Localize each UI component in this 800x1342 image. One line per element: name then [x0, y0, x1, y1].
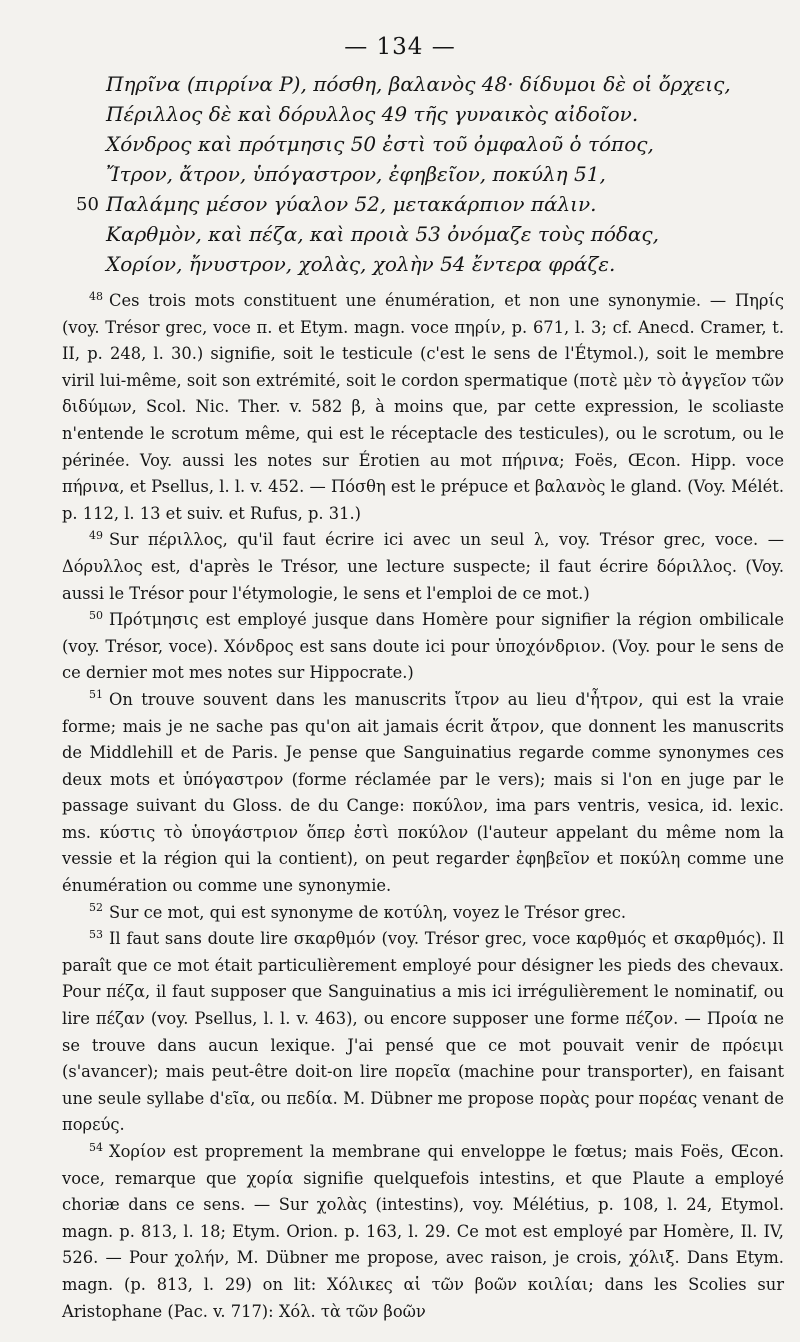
footnote: $^{50}$ Πρότμησις est employé jusque dans Homère pour signifier la région ombilicale (voy. Trésor, voce). Χόνδρος est sans doute ici pour ὑποχόνδριον. (Voy. pour le sens de ce dernier mot mes notes sur Hippocrate.) — [62, 608, 784, 683]
footnote-ref: 51 — [89, 688, 103, 702]
footnotes — [62, 288, 784, 1325]
footnote-ref: 48 — [89, 289, 103, 303]
verse-line: Πέριλλος δὲ καὶ δόρυλλος 49 τῆς γυναικὸς αἰδοῖον. — [106, 102, 639, 126]
footnote-ref: 53 — [89, 927, 103, 941]
footnote-ref: 52 — [89, 901, 103, 915]
footnote: $^{53}$ Il faut sans doute lire σκαρθμόν (voy. Trésor grec, voce καρθμός et σκαρθμός). Il paraît que ce mot était particulièrement employé pour désigner les pieds des chevaux. Pour πέζα, il faut supposer que Sanguinatius a mis ici irrégulièrement le nominatif, ou lire πέζαν (voy. Psellus, l. l. v. 463), ou encore supposer une forme πέζον. — Προία ne se trouve dans aucun lexique. J'ai pensé que ce mot pouvait venir de πρόειμι (s'avancer); mais peut-être doit-on lire πορεῖα (machine pour transporter), en faisant une seule syllabe d'εῖα, ou πεδία. M. Dübner me propose πορὰς pour πορέας venant de πορεύς. — [62, 927, 784, 1135]
footnote-ref: 49 — [89, 528, 103, 542]
verse-line: Χόνδρος καὶ πρότμησις 50 ἐστὶ τοῦ ὀμφαλοῦ ὁ τόπος, — [106, 132, 654, 156]
verse-line: Πηρῖνα (πιρρίνα P), πόσθη, βαλανὸς 48· δίδυμοι δὲ οἱ ὄρχεις, — [106, 72, 731, 96]
footnote: $^{49}$ Sur πέριλλος, qu'il faut écrire ici avec un seul λ, voy. Trésor grec, voce. — Δόρυλλος est, d'après le Trésor, une lecture suspecte; il faut écrire δόριλλος. (Voy. aussi le Trésor pour l'étymologie, le sens et l'emploi de ce mot.) — [62, 528, 784, 603]
verse-line: Καρθμὸν, καὶ πέζα, καὶ προιὰ 53 ὀνόμαζε τοὺς πόδας, — [106, 222, 659, 246]
verse-number: 50 — [76, 194, 99, 215]
page-number: — 134 — — [344, 34, 456, 60]
footnote-ref: 50 — [89, 608, 103, 622]
verse-line: Ἴτρον, ἄτρον, ὑπόγαστρον, ἐφηβεῖον, ποκύλη 51, — [106, 162, 606, 186]
footnote-ref: 54 — [89, 1140, 103, 1154]
verse-line: Χορίον, ἤνυστρον, χολὰς, χολὴν 54 ἔντερα φράζε. — [106, 252, 616, 276]
verse-line: Παλάμης μέσον γύαλον 52, μετακάρπιον πάλιν. — [106, 192, 597, 216]
footnote: $^{51}$ On trouve souvent dans les manuscrits ἴτρον au lieu d'ἦτρον, qui est la vraie forme; mais je ne sache pas qu'on ait jamais écrit ἄτρον, que donnent les manuscrits de Middlehill et de Paris. Je pense que Sanguinatius regarde comme synonymes ces deux mots et ὑπόγαστρον (forme réclamée par le vers); mais si l'on en juge par le passage suivant du Gloss. de du Cange: ποκύλον, ima pars ventris, vesica, id. lexic. ms. κύστις τὸ ὑπογάστριον ὅπερ ἐστὶ ποκύλον (l'auteur appelant du même nom la vessie et la région qui la contient), on peut regarder ἐφηβεῖον et ποκύλη comme une énumération ou comme une synonymie. — [62, 688, 784, 896]
footnote: $^{48}$ Ces trois mots constituent une énumération, et non une synonymie. — Πηρίς (voy. Trésor grec, voce π. et Etym. magn. voce πηρίν, p. 671, l. 3; cf. Anecd. Cramer, t. II, p. 248, l. 30.) signifie, soit le testicule (c'est le sens de l'Étymol.), soit le membre viril lui-même, soit son extrémité, soit le cordon spermatique (ποτὲ μὲν τὸ ἀγγεῖον τῶν διδύμων, Scol. Nic. Ther. v. 582 β, à moins que, par cette expression, le scoliaste n'entende le scrotum même, qui est le réceptacle des testicules), ou le scrotum, ou le périnée. Voy. aussi les notes sur Érotien au mot πήρινα; Foës, Œcon. Hipp. voce πήρινα, et Psellus, l. l. v. 452. — Πόσθη est le prépuce et βαλανὸς le gland. (Voy. Mélét. p. 112, l. 13 et suiv. et Rufus, p. 31.) — [62, 289, 784, 523]
footnote: $^{52}$ Sur ce mot, qui est synonyme de κοτύλη, voyez le Trésor grec. — [89, 901, 627, 922]
footnote: $^{54}$ Χορίον est proprement la membrane qui enveloppe le fœtus; mais Foës, Œcon. voce, remarque que χορία signifie quelquefois intestins, et que Plaute a employé choriæ dans ce sens. — Sur χολὰς (intestins), voy. Mélétius, p. 108, l. 24, Etymol. magn. p. 813, l. 18; Etym. Orion. p. 163, l. 29. Ce mot est employé par Homère, Il. IV, 526. — Pour χολήν, M. Dübner me propose, avec raison, je crois, χόλιξ. Dans Etym. magn. (p. 813, l. 29) on lit: Χόλικες αἱ τῶν βοῶν κοιλίαι; dans les Scolies sur Aristophane (Pac. v. 717): Χόλ. τὰ τῶν βοῶν — [62, 1140, 784, 1321]
